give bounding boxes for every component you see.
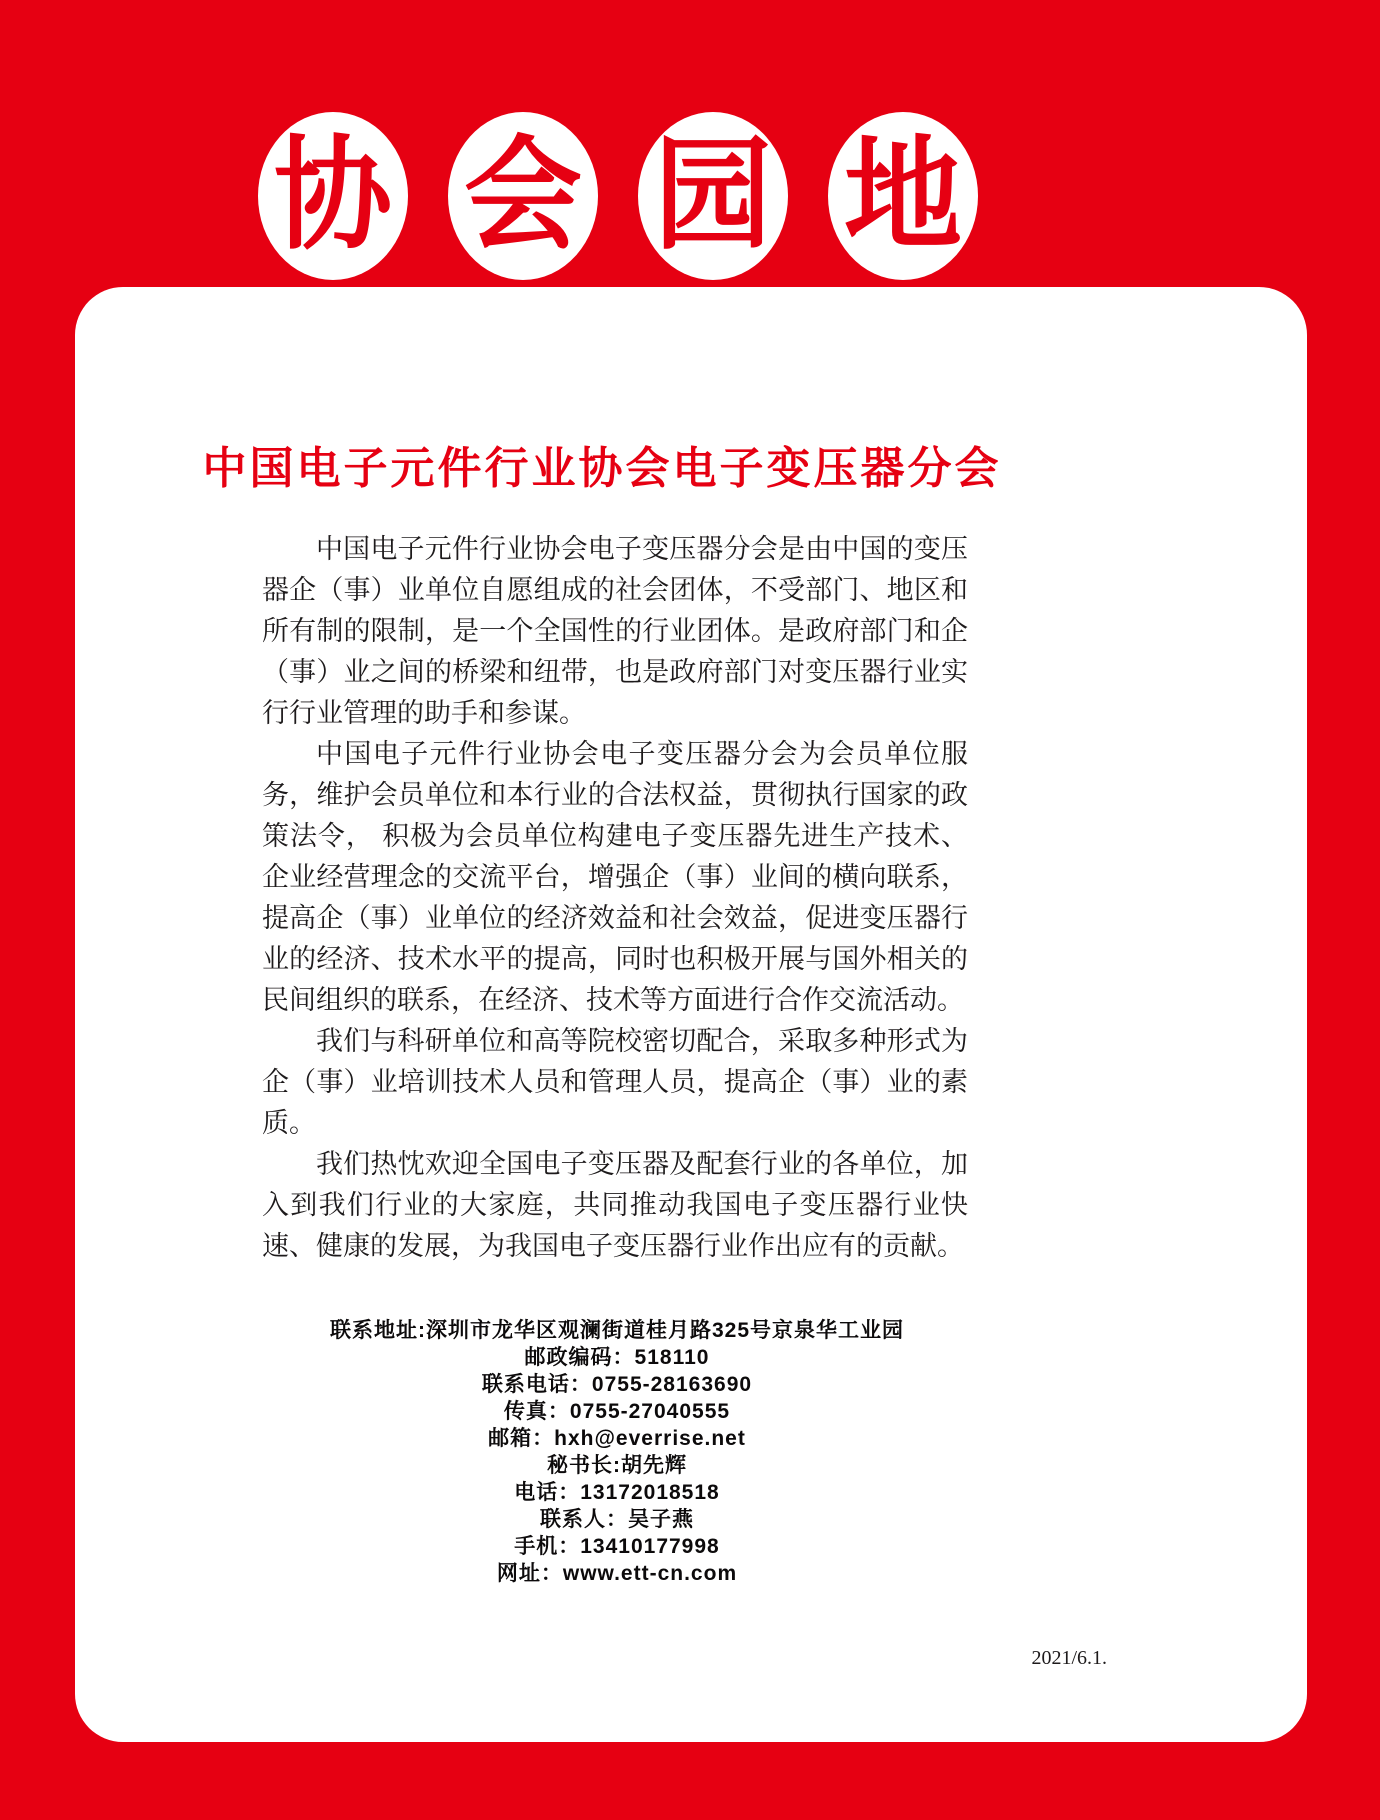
contact-person: 联系人：吴子燕 — [540, 1508, 694, 1532]
seal-circle-yuan — [638, 112, 788, 280]
contact-tel: 电话：13172018518 — [514, 1481, 720, 1505]
seal-character: 园 — [653, 127, 772, 265]
issue-date: 2021/6.1. — [1031, 1647, 1107, 1669]
body-paragraph-1: 中国电子元件行业协会电子变压器分会是由中国的变压器企（事）业单位自愿组成的社会团体，不受部门、地区和所有制的限制，是一个全国性的行业团体。是政府部门和企（事）业之间的桥梁和纽带，也是政府部门对变压器行业实行行业管理的助手和参谋。 — [262, 534, 968, 729]
seal-character: 会 — [463, 127, 582, 265]
seal-character: 地 — [843, 127, 962, 265]
seal-circle-di — [828, 112, 978, 280]
contact-postcode: 邮政编码：518110 — [524, 1346, 710, 1370]
contact-secretary: 秘书长:胡先辉 — [547, 1454, 687, 1478]
body-paragraph-2: 中国电子元件行业协会电子变压器分会为会员单位服务，维护会员单位和本行业的合法权益，贯彻执行国家的政策法令， 积极为会员单位构建电子变压器先进生产技术、企业经营理念的交流平台，增强企（事）业间的横向联系，提高企（事）业单位的经济效益和社会效益，促进变压器行业的经济、技术水平的提高，同时也积极开展与国外相关的民间组织的联系，在经济、技术等方面进行合作交流活动。 — [262, 739, 968, 1016]
body-paragraph-3: 我们与科研单位和高等院校密切配合，采取多种形式为企（事）业培训技术人员和管理人员，提高企（事）业的素质。 — [262, 1026, 968, 1139]
contact-address: 联系地址:深圳市龙华区观澜街道桂月路325号京泉华工业园 — [329, 1319, 905, 1343]
contact-website: 网址：www.ett-cn.com — [496, 1562, 738, 1586]
contact-phone: 联系电话：0755-28163690 — [481, 1373, 753, 1397]
header-seals — [258, 112, 978, 280]
body-paragraph-4: 我们热忱欢迎全国电子变压器及配套行业的各单位，加入到我们行业的大家庭，共同推动我国电子变压器行业快速、健康的发展，为我国电子变压器行业作出应有的贡献。 — [262, 1149, 968, 1262]
seal-circle-xie — [258, 112, 408, 280]
contact-fax: 传真：0755-27040555 — [503, 1400, 731, 1424]
content-card — [75, 287, 1307, 1742]
contact-email: 邮箱：hxh@everrise.net — [488, 1427, 746, 1451]
body-text — [262, 529, 968, 1267]
contact-mobile: 手机：13410177998 — [514, 1535, 720, 1559]
contact-block — [147, 1317, 1087, 1587]
seal-character: 协 — [273, 127, 392, 265]
page-title: 中国电子元件行业协会电子变压器分会 — [202, 444, 1002, 493]
seal-circle-hui — [448, 112, 598, 280]
